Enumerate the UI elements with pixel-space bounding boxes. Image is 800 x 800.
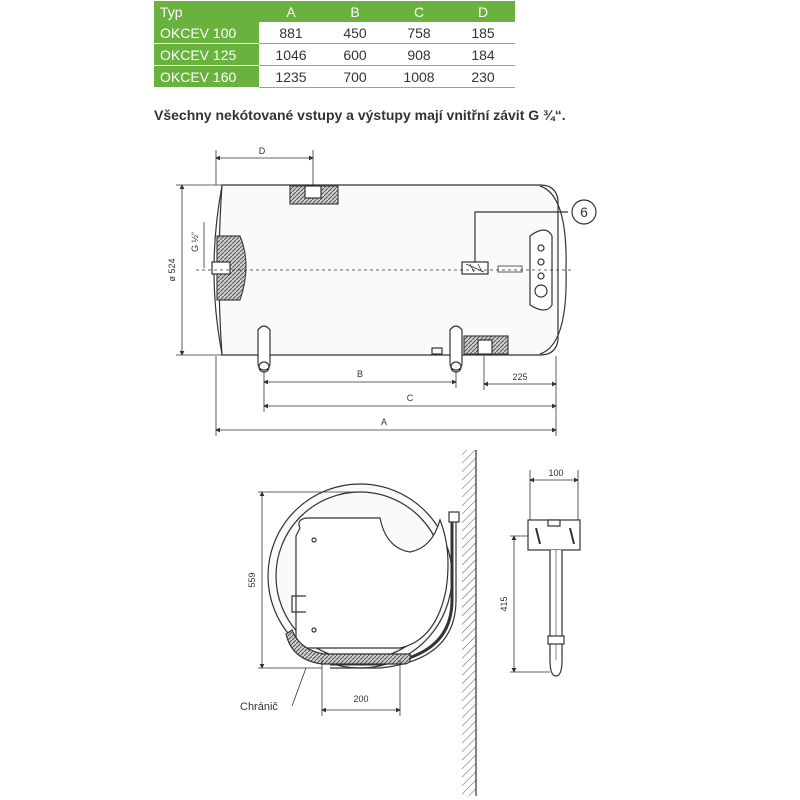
cell-d: 230 bbox=[451, 66, 515, 88]
cell-b: 450 bbox=[323, 22, 387, 44]
front-view bbox=[258, 484, 459, 716]
header-d: D bbox=[451, 1, 515, 22]
cell-a: 1046 bbox=[259, 44, 323, 66]
dim-a-label: A bbox=[380, 417, 388, 427]
thread-note: Všechny nekótované vstupy a výstupy mají vnitřní závit G ¾“. bbox=[154, 107, 566, 123]
cell-b: 700 bbox=[323, 66, 387, 88]
bracket-view bbox=[510, 470, 580, 676]
dim-559-label: 559 bbox=[247, 572, 257, 588]
thread-stub bbox=[212, 262, 230, 274]
cell-d: 184 bbox=[451, 44, 515, 66]
dim-100-label: 100 bbox=[548, 468, 564, 478]
dim-thread-label: G ½“ bbox=[190, 231, 200, 253]
guard-label: Chránič bbox=[240, 701, 278, 713]
cell-c: 1008 bbox=[387, 66, 451, 88]
guard-leader bbox=[292, 668, 306, 706]
dim-d-label: D bbox=[258, 146, 266, 156]
cell-c: 758 bbox=[387, 22, 451, 44]
top-fitting bbox=[305, 186, 321, 198]
cell-c: 908 bbox=[387, 44, 451, 66]
dim-225-label: 225 bbox=[512, 372, 528, 382]
header-type: Typ bbox=[154, 1, 259, 22]
cell-a: 881 bbox=[259, 22, 323, 44]
row-type: OKCEV 160 bbox=[154, 66, 259, 88]
dim-200-label: 200 bbox=[353, 694, 369, 704]
wall bbox=[462, 450, 476, 796]
cell-a: 1235 bbox=[259, 66, 323, 88]
row-type: OKCEV 100 bbox=[154, 22, 259, 44]
bottom-fitting bbox=[478, 340, 492, 354]
dim-b-label: B bbox=[356, 369, 364, 379]
dim-diameter-label: ø 524 bbox=[167, 258, 177, 282]
header-c: C bbox=[387, 1, 451, 22]
dim-415-label: 415 bbox=[499, 596, 509, 612]
cell-d: 185 bbox=[451, 22, 515, 44]
cell-b: 600 bbox=[323, 44, 387, 66]
header-a: A bbox=[259, 1, 323, 22]
side-view bbox=[176, 150, 596, 436]
row-type: OKCEV 125 bbox=[154, 44, 259, 66]
header-b: B bbox=[323, 1, 387, 22]
dim-c-label: C bbox=[406, 393, 414, 403]
callout-number: 6 bbox=[580, 204, 588, 220]
